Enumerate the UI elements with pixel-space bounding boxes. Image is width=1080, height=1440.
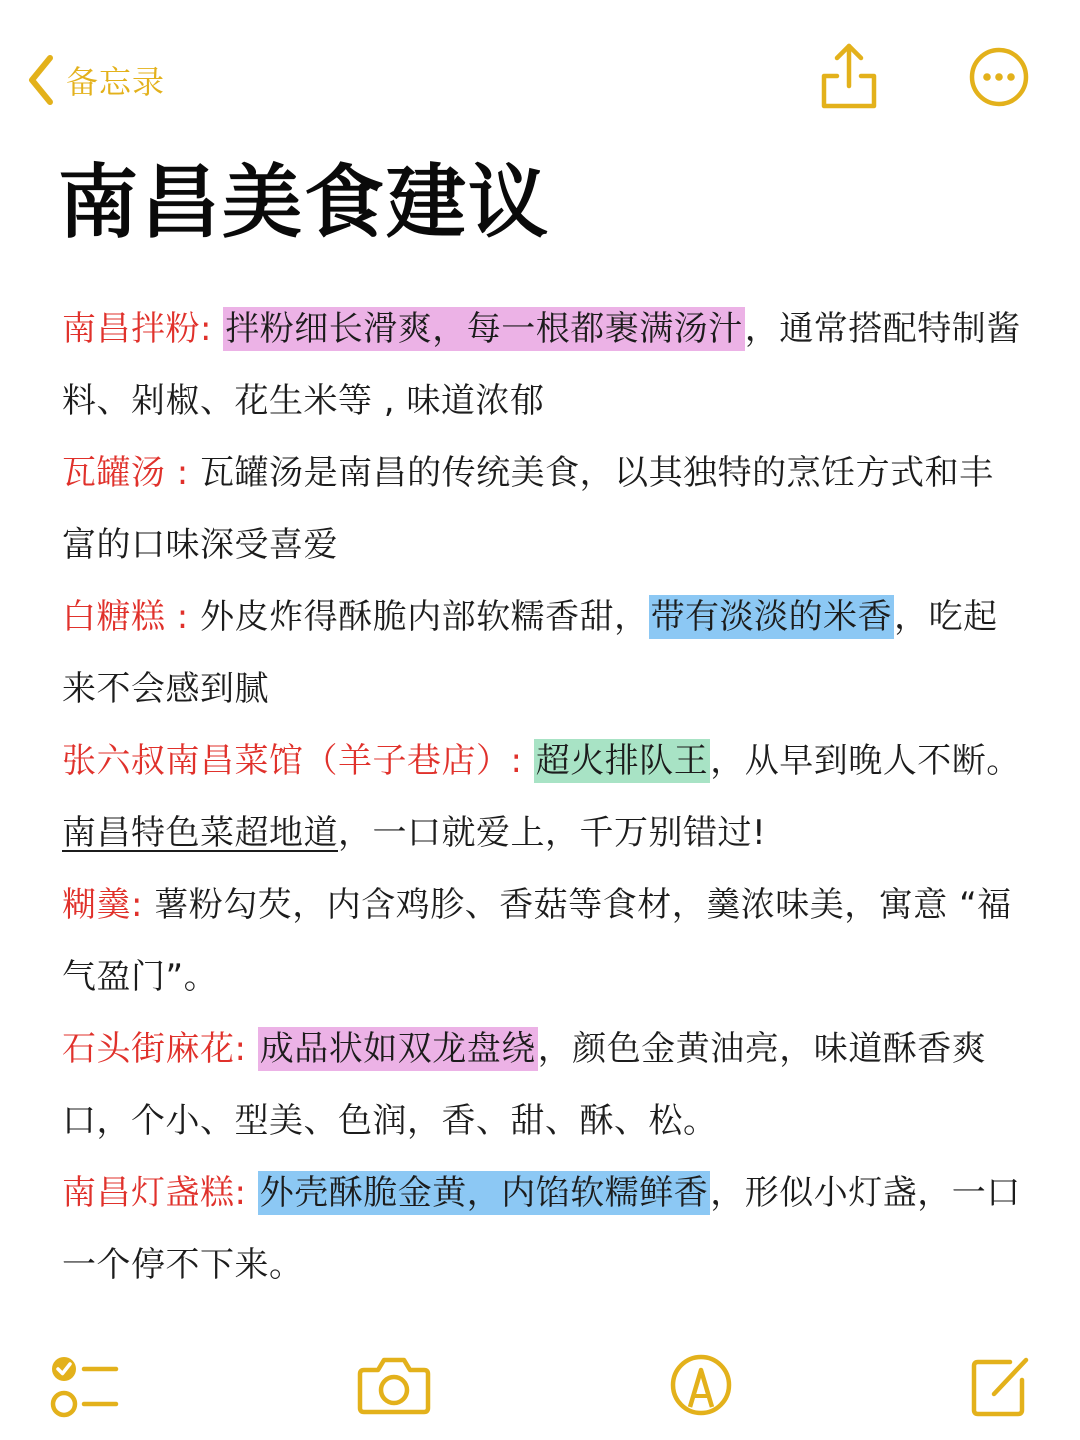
entry-text: 薯粉勾芡，内含鸡胗、香菇等食材，羹浓味美，寓意 “福气盈门”。 bbox=[62, 885, 1012, 997]
more-icon[interactable] bbox=[968, 46, 1030, 108]
share-icon[interactable] bbox=[818, 40, 880, 112]
entry-label: 糊羹: bbox=[62, 885, 155, 925]
entry-text: 外皮炸得酥脆内部软糯香甜， bbox=[200, 597, 649, 637]
note-title[interactable]: 南昌美食建议 bbox=[58, 156, 550, 249]
note-entry-dengzhangao bbox=[62, 1157, 1022, 1301]
entry-text: ，通常搭配特制酱料、剁椒、花生米等 , 味道浓郁 bbox=[62, 309, 1021, 421]
entry-label: 石头街麻花: bbox=[62, 1029, 258, 1069]
compose-icon[interactable] bbox=[970, 1352, 1032, 1418]
note-entry-baitanggao bbox=[62, 581, 1022, 725]
note-body[interactable] bbox=[62, 293, 1022, 1301]
entry-text: ，从早到晚人不断。 bbox=[710, 741, 1021, 781]
highlighted-text: 带有淡淡的米香 bbox=[650, 597, 893, 637]
bottom-toolbar bbox=[0, 1340, 1080, 1440]
note-entry-waguantang bbox=[62, 437, 1022, 581]
entry-label: 白糖糕 : bbox=[62, 597, 201, 637]
entry-text: 瓦罐汤是南昌的传统美食，以其独特的烹饪方式和丰富的口味深受喜爱 bbox=[62, 453, 994, 565]
entry-label: 张六叔南昌菜馆（羊子巷店）: bbox=[62, 741, 534, 781]
camera-icon[interactable] bbox=[356, 1354, 432, 1416]
entry-text: ，吃起来不会感到腻 bbox=[62, 597, 998, 709]
entry-text: ，颜色金黄油亮，味道酥香爽口，个小、型美、色润，香、甜、酥、松。 bbox=[62, 1029, 987, 1141]
back-label: 备忘录 bbox=[66, 63, 166, 101]
chevron-left-icon bbox=[22, 50, 62, 110]
markup-pen-icon[interactable] bbox=[668, 1352, 734, 1418]
entry-label: 瓦罐汤 : bbox=[62, 453, 201, 493]
note-entry-banfen bbox=[62, 293, 1022, 437]
highlighted-text: 超火排队王 bbox=[535, 741, 709, 781]
note-entry-restaurant bbox=[62, 725, 1022, 869]
entry-label: 南昌拌粉: bbox=[62, 309, 212, 349]
underlined-text: 南昌特色菜超地道 bbox=[62, 813, 338, 853]
highlighted-text: 成品状如双龙盘绕 bbox=[259, 1029, 536, 1069]
entry-text: ，一口就爱上，千万别错过! bbox=[338, 813, 767, 853]
entry-label: 南昌灯盏糕: bbox=[62, 1173, 258, 1213]
highlighted-text: 拌粉细长滑爽，每一根都裹满汤汁 bbox=[225, 309, 743, 349]
checklist-icon[interactable] bbox=[48, 1354, 120, 1420]
note-entry-hugeng bbox=[62, 869, 1022, 1013]
navigation-bar bbox=[0, 0, 1080, 150]
note-entry-mahua bbox=[62, 1013, 1022, 1157]
entry-text: ，形似小灯盏，一口一个停不下来。 bbox=[62, 1173, 1021, 1285]
highlighted-text: 外壳酥脆金黄，内馅软糯鲜香 bbox=[259, 1173, 709, 1213]
back-button[interactable] bbox=[22, 50, 165, 110]
